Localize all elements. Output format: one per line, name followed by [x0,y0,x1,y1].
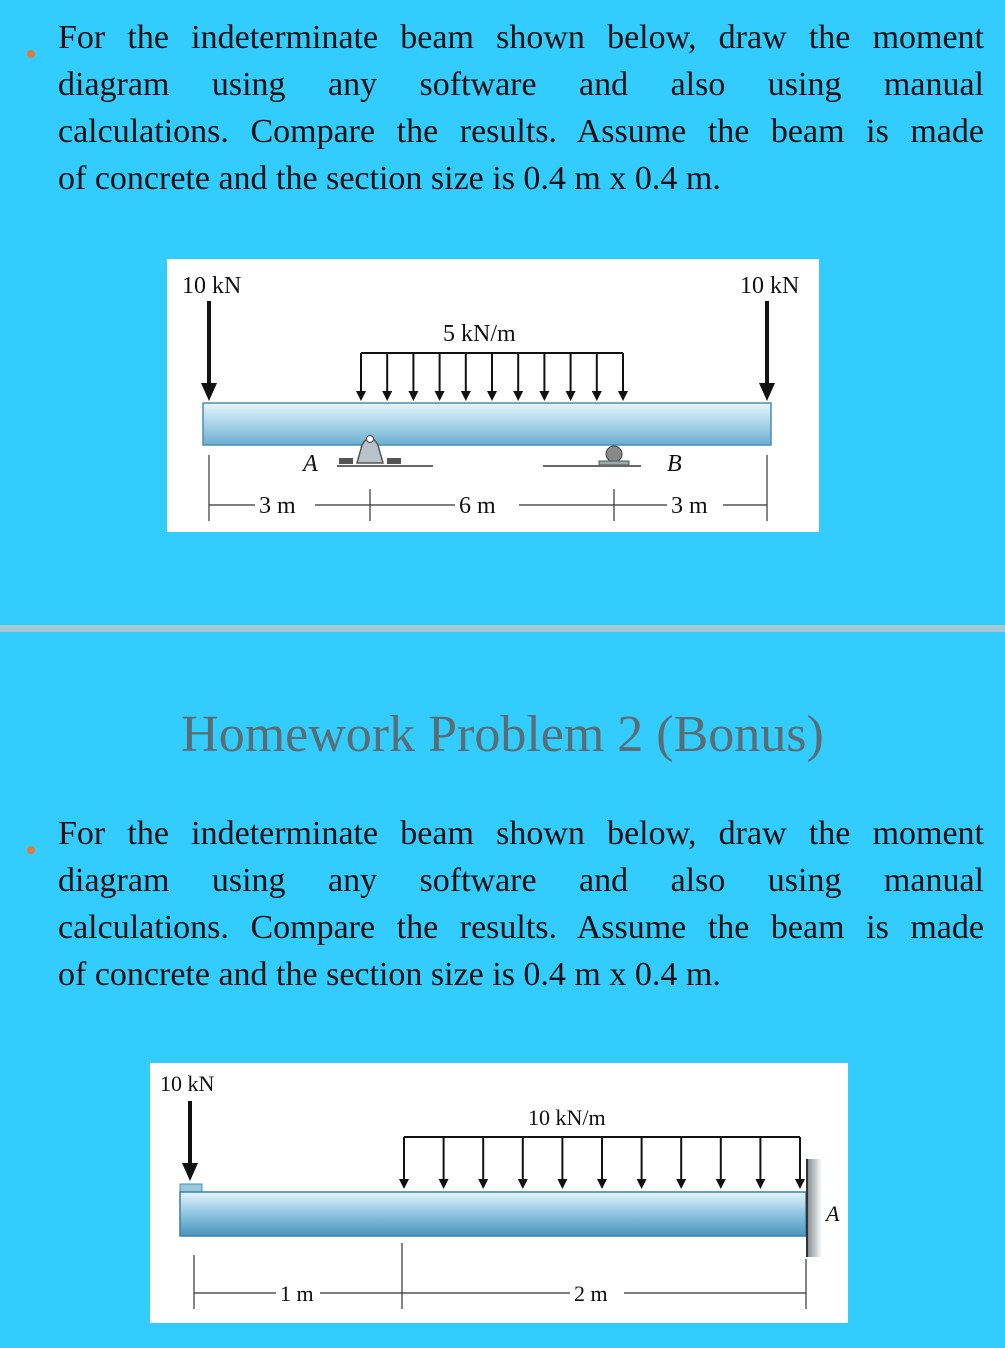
udl-arrow-head [676,1179,686,1189]
load-right-label: 10 kN [740,273,800,299]
udl-arrow-head [592,391,602,401]
load-left-label: 10 kN [182,273,242,299]
dim-mid-label: 6 m [459,493,496,519]
dim-left-label-2: 1 m [280,1281,314,1306]
point-load-right-arrow-icon [759,301,775,401]
udl-arrow-head [539,391,549,401]
udl-arrow-head [566,391,576,401]
problem1-line-3: calculations. Compare the results. Assume the beam is made [58,113,984,150]
beam-1 [203,403,771,445]
udl-arrow-head [478,1179,488,1189]
page-title: Homework Problem 2 (Bonus) [181,706,824,763]
distributed-load-label-2: 10 kN/m [528,1105,606,1130]
problem1-line-1: For the indeterminate beam shown below, draw the moment [58,19,984,56]
udl-arrow-head [518,1179,528,1189]
section-divider [0,625,1005,632]
beam-figure-1 [167,259,819,532]
fixed-support-a-icon [806,1159,822,1257]
dim-right-label-2: 2 m [574,1281,608,1306]
udl-arrow-head [618,391,628,401]
bullet-dot-icon [27,846,35,854]
support-a-label: A [303,451,318,477]
udl-arrow-head [795,1179,805,1189]
problem1-text [58,14,984,202]
distributed-load-arrows-icon [356,353,628,401]
problem1-line-4: of concrete and the section size is 0.4 m x 0.4 m. [58,160,721,197]
udl-arrow-head [597,1179,607,1189]
dim-left-label: 3 m [259,493,296,519]
beam-diagram-2 [150,1063,848,1323]
problem2-text [58,810,984,998]
udl-arrow-head [716,1179,726,1189]
point-load-arrow-icon-2 [182,1101,198,1181]
load-left-label-2: 10 kN [160,1071,215,1096]
beam-2 [180,1192,806,1236]
support-a-label-2: A [826,1201,840,1226]
roller-support-b-icon [543,446,641,466]
udl-arrow-head [755,1179,765,1189]
udl-arrow-head [461,391,471,401]
distributed-load-arrows-icon-2 [399,1137,805,1189]
udl-arrow-head [513,391,523,401]
problem2-line-1: For the indeterminate beam shown below, draw the moment [58,815,984,852]
beam-diagram-1 [167,259,819,532]
udl-arrow-head [637,1179,647,1189]
udl-arrow-head [439,1179,449,1189]
beam-figure-2 [150,1063,848,1323]
udl-arrow-head [435,391,445,401]
problem2-line-4: of concrete and the section size is 0.4 m x 0.4 m. [58,956,721,993]
udl-arrow-head [487,391,497,401]
udl-arrow-head [557,1179,567,1189]
distributed-load-label: 5 kN/m [443,321,516,347]
support-b-label: B [667,451,682,477]
dim-right-label: 3 m [671,493,708,519]
problem2-line-3: calculations. Compare the results. Assume the beam is made [58,909,984,946]
load-plate [180,1184,202,1192]
problem2-line-2: diagram using any software and also using manual [58,862,984,899]
udl-arrow-head [356,391,366,401]
problem1-line-2: diagram using any software and also using manual [58,66,984,103]
udl-arrow-head [408,391,418,401]
udl-arrow-head [399,1179,409,1189]
udl-arrow-head [382,391,392,401]
point-load-left-arrow-icon [201,301,217,401]
bullet-dot-icon [27,50,35,58]
